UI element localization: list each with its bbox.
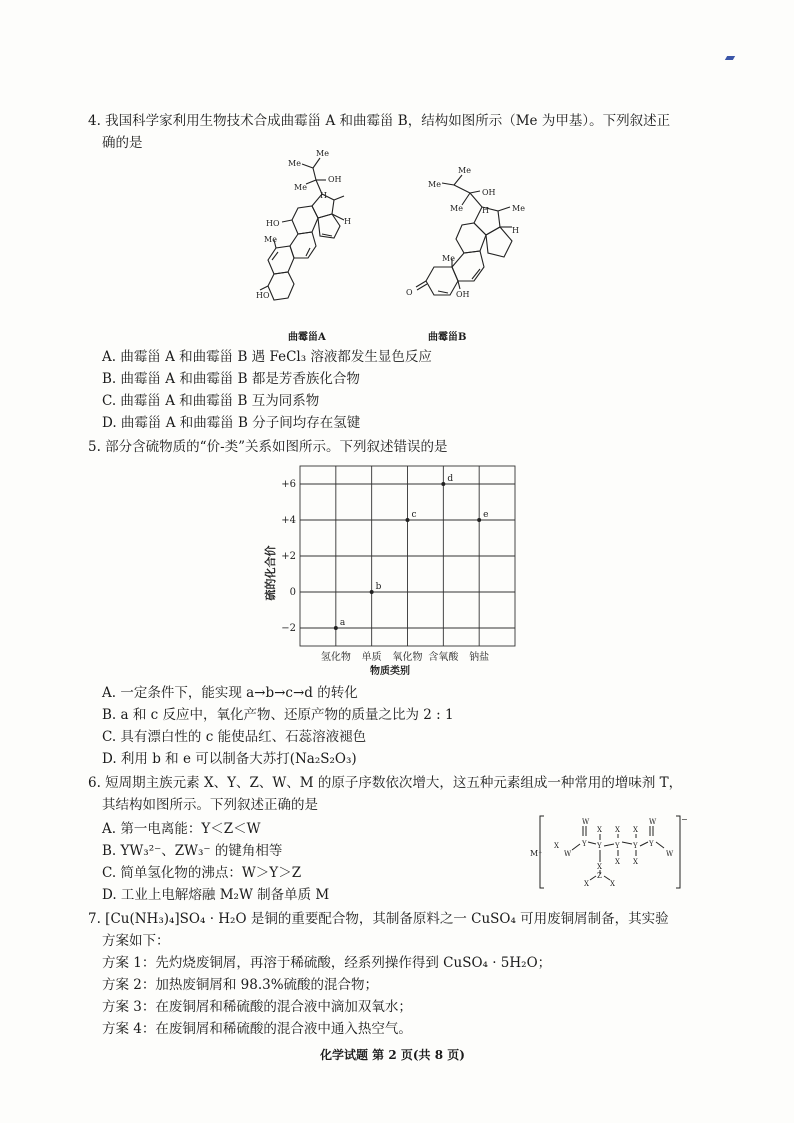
data-point-a [334,626,338,630]
svg-text:X: X [633,826,638,834]
q7-plan-1: 方案 1：先灼烧废铜屑，再溶于稀硫酸，经系列操作得到 CuSO₄ · 5H₂O； [102,955,552,971]
structure-b-label: OH [456,290,470,299]
svg-text:Y: Y [582,840,587,848]
y-tick-label: 0 [289,587,296,598]
data-label-d: d [447,474,454,484]
data-point-e [477,518,481,522]
structure-a-label: HO [266,219,280,228]
q5-option-b: B. a 和 c 反应中，氧化产物、还原产物的质量之比为 2 : 1 [102,707,454,723]
structure-a-label: HO [256,291,270,300]
svg-text:X: X [597,826,602,834]
data-label-e: e [483,510,489,520]
q7-plan-4: 方案 4：在废铜屑和稀硫酸的混合液中通入热空气。 [102,1021,412,1037]
svg-text:X: X [554,842,559,850]
y-tick-label: +6 [281,479,296,490]
structure-a-label: Me [288,159,301,168]
y-axis-label: 硫的化合价 [264,545,277,601]
x-tick-label: 钠盐 [469,652,490,663]
structure-b-label: O [406,288,413,297]
data-point-c [406,518,410,522]
svg-text:X: X [633,858,638,866]
structure-b-label: Me [512,204,525,213]
structure-b-label: Me [450,204,463,213]
structure-a-label: Me [294,183,307,192]
q5-option-d: D. 利用 b 和 e 可以制备大苏打(Na₂S₂O₃) [102,751,357,767]
structure-a-label: Me [264,235,277,244]
svg-text:X: X [597,863,602,871]
q5-option-c: C. 具有漂白性的 c 能使品红、石蕊溶液褪色 [102,729,367,745]
compound-t-structure [520,808,700,894]
structure-a-label: H [320,191,327,200]
q4-stem-line1: 4. 我国科学家利用生物技术合成曲霉甾 A 和曲霉甾 B，结构如图所示（Me 为甲基）。下列叙述正 [88,113,671,129]
data-point-d [441,482,445,486]
cation-label: M⁺ [530,849,543,858]
q7-line1: 7. [Cu(NH₃)₄]SO₄ · H₂O 是铜的重要配合物，其制备原料之一 CuSO₄ 可用废铜屑制备，其实验 [88,911,669,927]
svg-text:X: X [615,826,620,834]
x-tick-label: 含氧酸 [428,652,459,663]
q6-option-b: B. YW₃²⁻、ZW₃⁻ 的键角相等 [102,843,283,859]
q6-option-a: A. 第一电离能：Y＜Z＜W [102,821,261,837]
q6-stem-line2: 其结构如图所示。下列叙述正确的是 [102,797,318,813]
structure-a-label: OH [328,175,342,184]
q7-plan-3: 方案 3：在废铜屑和稀硫酸的混合液中滴加双氧水； [102,999,412,1015]
q6-option-d: D. 工业上电解熔融 M₂W 制备单质 M [102,887,330,903]
q5-stem: 5. 部分含硫物质的“价-类”关系如图所示。下列叙述错误的是 [88,439,448,455]
svg-text:Y: Y [649,840,654,848]
svg-text:W: W [649,818,657,826]
q4-option-d: D. 曲霉甾 A 和曲霉甾 B 分子间均存在氢键 [102,415,361,431]
structure-a-caption: 曲霉甾A [288,332,326,343]
structure-b-label: H [512,226,519,235]
page-footer: 化学试题 第 2 页(共 8 页) [320,1048,465,1062]
structure-b-label: OH [482,188,496,197]
q4-option-c: C. 曲霉甾 A 和曲霉甾 B 互为同系物 [102,393,320,409]
svg-text:X: X [610,880,615,888]
structure-a-label: H [344,217,351,226]
q6-option-c: C. 简单氢化物的沸点：W＞Y＞Z [102,865,302,881]
q4-option-b: B. 曲霉甾 A 和曲霉甾 B 都是芳香族化合物 [102,371,360,387]
q4-option-a: A. 曲霉甾 A 和曲霉甾 B 遇 FeCl₃ 溶液都发生显色反应 [102,349,432,365]
structure-b-label: Me [442,254,455,263]
valence-category-chart [260,458,560,678]
structure-b-label: Me [458,166,471,175]
structure-b-label: H [482,206,489,215]
y-tick-label: +2 [281,551,296,562]
structure-a [258,150,378,330]
svg-text:W: W [564,850,572,858]
q7-plan-2: 方案 2：加热废铜屑和 98.3%硫酸的混合物； [102,977,379,993]
q7-line2: 方案如下： [102,933,170,949]
data-label-b: b [375,582,382,592]
q5-option-a: A. 一定条件下，能实现 a→b→c→d 的转化 [102,685,358,701]
structure-b [398,165,538,315]
corner-mark [725,56,735,60]
y-tick-label: +4 [281,515,296,526]
svg-text:W: W [666,850,674,858]
q6-stem-line1: 6. 短周期主族元素 X、Y、Z、W、M 的原子序数依次增大，这五种元素组成一种常用的增味剂 T， [88,775,683,791]
x-axis-label: 物质类别 [370,666,410,677]
svg-text:X: X [615,858,620,866]
anion-charge-label: − [681,815,688,824]
data-label-a: a [339,618,346,628]
svg-text:Y: Y [615,842,620,850]
data-label-c: c [411,510,417,520]
data-point-b [370,590,374,594]
svg-text:Z: Z [597,872,602,880]
svg-text:W: W [582,818,590,826]
svg-text:Y: Y [597,842,602,850]
structure-b-caption: 曲霉甾B [428,332,467,343]
svg-text:X: X [584,880,589,888]
svg-text:Y: Y [633,842,638,850]
x-tick-label: 氢化物 [320,652,351,663]
structure-a-label: Me [316,149,329,158]
y-tick-label: −2 [281,623,296,634]
q4-stem-line2: 确的是 [102,135,143,151]
structure-b-label: Me [428,180,441,189]
x-tick-label: 单质 [361,652,382,663]
x-tick-label: 氧化物 [392,652,423,663]
